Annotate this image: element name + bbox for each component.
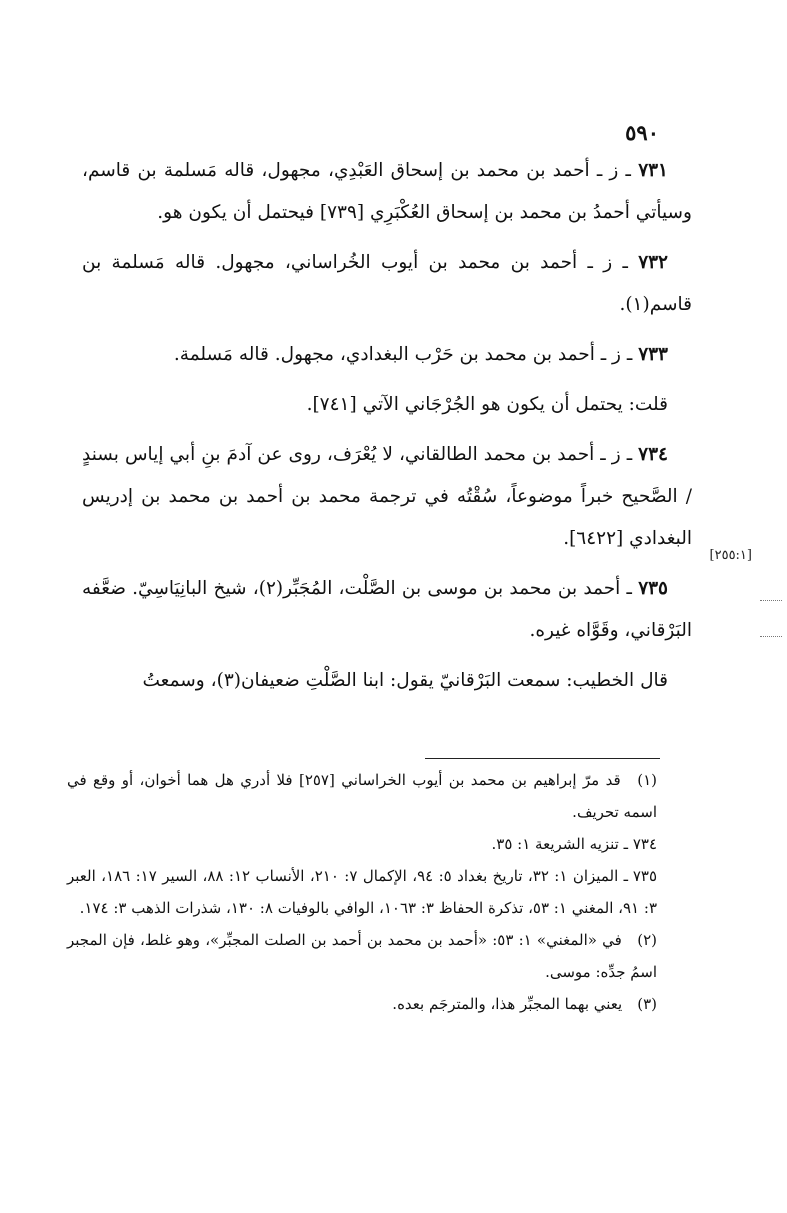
margin-dotted-rule: [760, 636, 782, 637]
page-number: ٥٩٠: [625, 120, 659, 145]
khatib-quote: [82, 660, 692, 702]
source-734: [67, 828, 657, 860]
footnote-text: في «المغني» ١: ٥٣: «أحمد بن محمد بن أحمد بن الصلت المجبِّر»، وهو غلط، فإن المجبر اسمُ جدِّه: موسى.: [67, 931, 657, 981]
footnote-ref: (٢): [637, 931, 657, 949]
footnote-ref: ٧٣٤ ـ: [623, 835, 657, 853]
footnote-text: يعني بهما المجبِّر هذا، والمترجَم بعده.: [392, 995, 623, 1013]
footnotes: [67, 764, 657, 1020]
qult-comment: [82, 384, 692, 426]
entry-text: ـ ز ـ أحمد بن محمد بن حَرْب البغدادي، مجهول. قاله مَسلمة.: [173, 344, 633, 365]
entry-number: ٧٣١: [638, 160, 668, 181]
footnote-ref: ٧٣٥ ـ: [623, 867, 657, 885]
main-text: [82, 150, 692, 710]
footnote-text: تنزيه الشريعة ١: ٣٥.: [491, 835, 619, 853]
entry-text: ـ ز ـ أحمد بن محمد بن إسحاق العَبْدِي، مجهول، قاله مَسلمة بن قاسم، وسيأتي أحمدُ بن محمد بن إسحاق العُكْبَرِي [٧٣٩] فيحتمل أن يكون هو.: [82, 160, 692, 223]
entry-text: ـ ز ـ أحمد بن محمد الطالقاني، لا يُعْرَف، روى عن آدمَ بنِ أبي إياس بسندٍ / الصَّحيح خبراً موضوعاً، سُقْتُه في ترجمة محمد بن أحمد بن محمد بن إدريس البغدادي [٦٤٢٢].: [82, 444, 692, 549]
footnote-ref: (٣): [637, 995, 657, 1013]
footnote-2: [67, 924, 657, 988]
footnote-divider: [425, 758, 660, 759]
entry-text: قال الخطيب: سمعت البَرْقانيّ يقول: ابنا الصَّلْتِ ضعيفان(٣)، وسمعتُ: [142, 670, 668, 691]
footnote-text: الميزان ١: ٣٢، تاريخ بغداد ٥: ٩٤، الإكمال ٧: ٢١٠، الأنساب ١٢: ٨٨، السير ١٧: ١٨٦، العبر ٣: ٩١، المغني ١: ٥٣، تذكرة الحفاظ ٣: ١٠٦٣، الوافي بالوفيات ٨: ١٣٠، شذرات الذهب ٣: ١٧٤.: [67, 867, 657, 917]
margin-dotted-rule: [760, 600, 782, 601]
entry-text: قلت: يحتمل أن يكون هو الجُرْجَاني الآتي [٧٤١].: [306, 394, 668, 415]
footnote-text: قد مرّ إبراهيم بن محمد بن أيوب الخراساني [٢٥٧] فلا أدري هل هما أخوان، أو وقع في اسمه تحريف.: [67, 771, 657, 821]
entry-734: [82, 434, 692, 560]
entry-number: ٧٣٢: [638, 252, 668, 273]
entry-732: [82, 242, 692, 326]
footnote-1: [67, 764, 657, 828]
entry-text: ـ ز ـ أحمد بن محمد بن أيوب الخُراساني، مجهول. قاله مَسلمة بن قاسم(١).: [82, 252, 692, 315]
footnote-3: [67, 988, 657, 1020]
entry-number: ٧٣٤: [638, 444, 668, 465]
entry-735: [82, 568, 692, 652]
entry-731: [82, 150, 692, 234]
entry-733: [82, 334, 692, 376]
entry-number: ٧٣٣: [638, 344, 668, 365]
entry-text: ـ أحمد بن محمد بن موسى بن الصَّلْت، المُجَبِّر(٢)، شيخ البانِيَاسِيّ. ضعَّفه البَرْقاني، وقَوَّاه غيره.: [82, 578, 692, 641]
margin-reference: [٢٥٥:١]: [709, 548, 752, 563]
entry-number: ٧٣٥: [638, 578, 668, 599]
source-735: [67, 860, 657, 924]
footnote-ref: (١): [637, 771, 657, 789]
